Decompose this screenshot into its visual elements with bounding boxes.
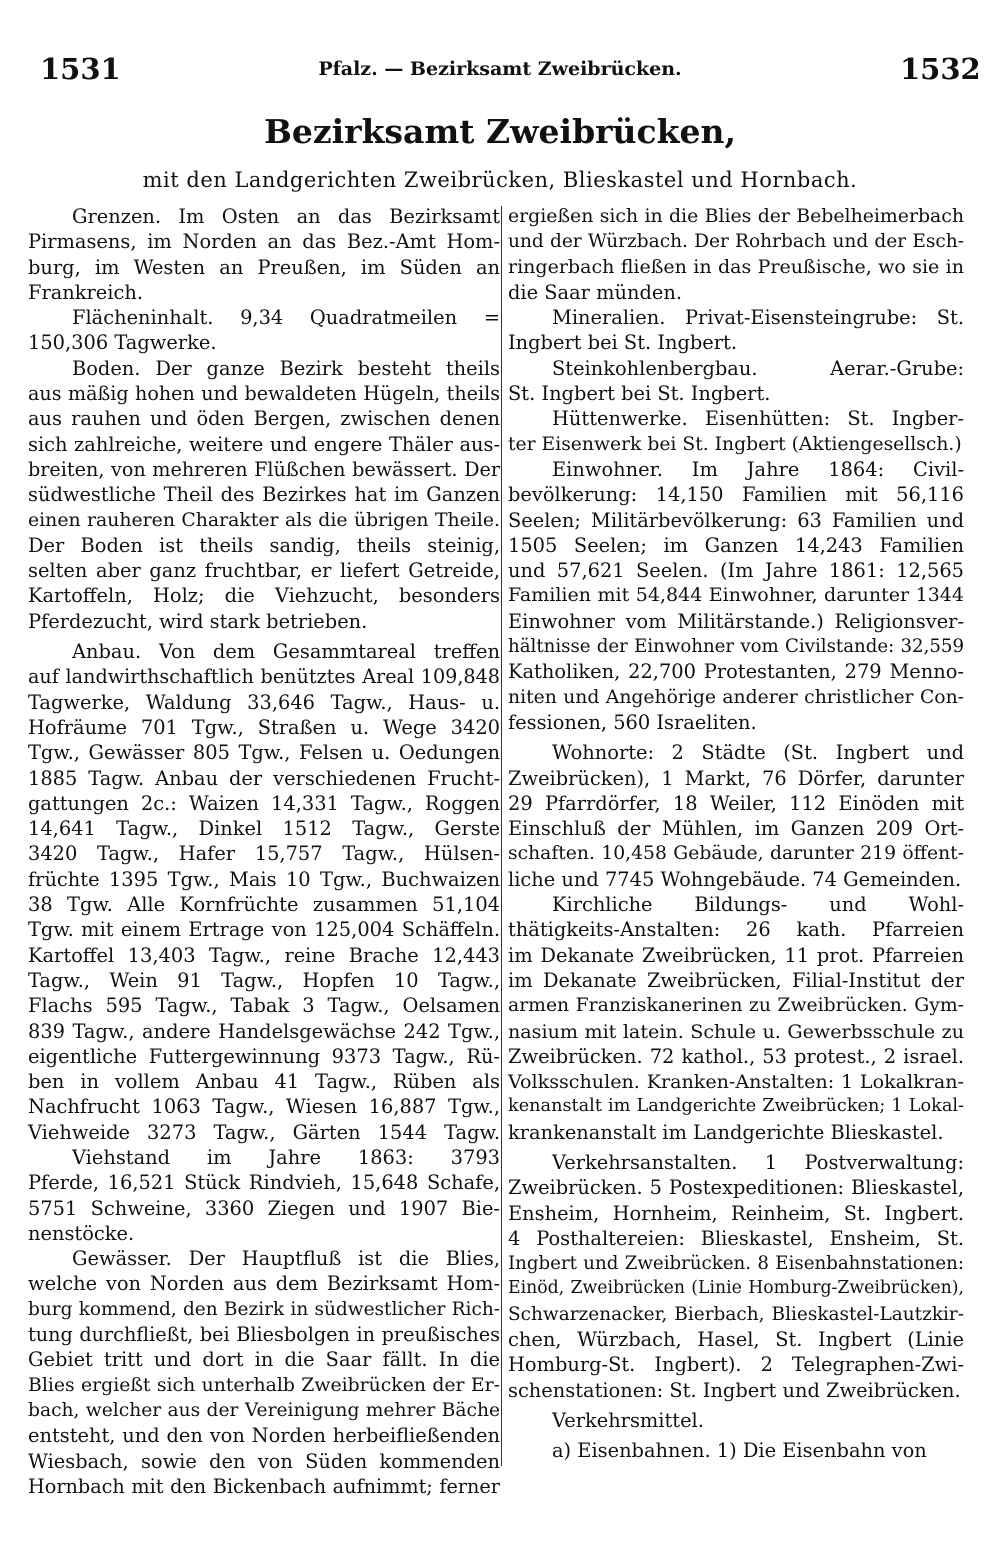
text-line: Kartoffel 13,403 Tagw., reine Brache 12,443	[28, 943, 500, 967]
text-line: entsteht, und den von Norden herbeifließenden	[28, 1424, 500, 1448]
text-line: Tgw. mit einem Ertrage von 125,004 Schäffeln.	[28, 918, 500, 942]
text-line: Anbau. Von dem Gesammtareal treffen	[72, 640, 500, 664]
text-line: Zweibrücken. 72 kathol., 53 protest., 2 israel.	[508, 1044, 964, 1068]
text-line: krankenanstalt im Landgerichte Blieskastel.	[508, 1120, 944, 1144]
text-line: ter Eisenwerk bei St. Ingbert (Aktiengesellsch.)	[508, 433, 962, 455]
text-line: eigentliche Futtergewinnung 9373 Tagw., Rü-	[28, 1044, 500, 1068]
page-number-right: 1532	[900, 52, 981, 86]
text-line: Einöd, Zweibrücken (Linie Homburg-Zweibrücken),	[508, 1278, 964, 1299]
text-line: tung durchfließt, bei Bliesbolgen in preußisches	[28, 1323, 500, 1347]
text-line: Hornbach mit den Bickenbach aufnimmt; ferner	[28, 1474, 500, 1498]
text-line: chen, Würzbach, Hasel, St. Ingbert (Linie	[508, 1328, 964, 1352]
section-subtitle: mit den Landgerichten Zweibrücken, Blieskastel und Hornbach.	[142, 168, 858, 192]
text-line: Viehstand im Jahre 1863: 3793	[72, 1145, 500, 1169]
text-line: 3420 Tagw., Hafer 15,757 Tagw., Hülsen-	[28, 842, 500, 866]
text-line: thätigkeits-Anstalten: 26 kath. Pfarreien	[508, 918, 964, 942]
text-line: im Dekanate Zweibrücken, 11 prot. Pfarreien	[508, 943, 964, 967]
page-number-left: 1531	[40, 52, 121, 86]
text-line: Einwohner vom Militärstande.) Religionsver-	[508, 609, 964, 633]
text-line: Schwarzenacker, Bierbach, Blieskastel-Lautzkir-	[508, 1303, 964, 1325]
text-line: Pferde, 16,521 Stück Rindvieh, 15,648 Schafe,	[28, 1171, 500, 1195]
text-line: und der Würzbach. Der Rohrbach und der Esch-	[508, 231, 964, 253]
running-head: Pfalz. — Bezirksamt Zweibrücken.	[318, 58, 682, 80]
text-line: sich zahlreiche, weitere und engere Thäler aus-	[28, 432, 500, 456]
text-line: Viehweide 3273 Tagw., Gärten 1544 Tagw.	[28, 1120, 500, 1144]
text-line: aus mäßig hohen und bewaldeten Hügeln, theils	[28, 382, 500, 406]
text-line: schenstationen: St. Ingbert und Zweibrücken.	[508, 1378, 961, 1402]
text-line: schaften. 10,458 Gebäude, darunter 219 öffent-	[508, 843, 964, 865]
text-line: südwestliche Theil des Bezirkes hat im Ganzen	[28, 483, 500, 507]
text-line: Tagwerke, Waldung 33,646 Tagw., Haus- u.	[28, 690, 500, 714]
text-line: liche und 7745 Wohngebäude. 74 Gemeinden.	[508, 867, 962, 891]
text-line: 839 Tagw., andere Handelsgewächse 242 Tgw.,	[28, 1019, 500, 1043]
text-line: Zweibrücken), 1 Markt, 76 Dörfer, darunter	[508, 766, 964, 790]
text-line: ringerbach fließen in das Preußische, wo sie in	[508, 255, 964, 278]
right-column	[508, 204, 964, 1464]
text-line: selten aber ganz fruchtbar, er liefert Getreide,	[28, 559, 500, 583]
text-line: Frankreich.	[28, 280, 143, 304]
text-line: 38 Tgw. Alle Kornfrüchte zusammen 51,104	[28, 893, 500, 917]
text-line: kenanstalt im Landgerichte Zweibrücken; 1 Lokal-	[508, 1096, 964, 1117]
text-line: ergießen sich in die Blies der Bebelheimerbach	[508, 205, 964, 227]
text-line: Homburg-St. Ingbert). 2 Telegraphen-Zwi-	[508, 1353, 964, 1377]
text-line: a) Eisenbahnen. 1) Die Eisenbahn von	[552, 1439, 927, 1463]
text-line: Ingbert und Zweibrücken. 8 Eisenbahnstationen:	[508, 1253, 964, 1275]
text-line: früchte 1395 Tgw., Mais 10 Tgw., Buchwaizen	[28, 867, 500, 891]
text-line: 4 Posthaltereien: Blieskastel, Ensheim, St.	[508, 1226, 964, 1250]
text-line: Kartoffeln, Holz; die Viehzucht, besonders	[28, 584, 500, 608]
text-line: Flachs 595 Tagw., Tabak 3 Tagw., Oelsamen	[28, 994, 500, 1018]
text-line: nasium mit latein. Schule u. Gewerbsschule zu	[508, 1019, 964, 1043]
text-line: Einwohner. Im Jahre 1864: Civil-	[552, 457, 964, 481]
text-line: armen Franziskanerinen zu Zweibrücken. Gym-	[508, 995, 964, 1017]
text-line: Pferdezucht, wird stark betrieben.	[28, 609, 368, 633]
text-line: Nachfrucht 1063 Tagw., Wiesen 16,887 Tgw.,	[28, 1095, 500, 1119]
text-line: niten und Angehörige anderer christlicher Con-	[508, 686, 964, 708]
text-line: Gewässer. Der Hauptfluß ist die Blies,	[72, 1247, 500, 1271]
text-line: 5751 Schweine, 3360 Ziegen und 1907 Bie-	[28, 1196, 500, 1220]
text-line: bach, welcher aus der Vereinigung mehrer Bäche	[28, 1399, 500, 1421]
text-line: Verkehrsanstalten. 1 Postverwaltung:	[552, 1150, 964, 1174]
text-line: auf landwirthschaftlich benütztes Areal 109,848	[28, 665, 500, 689]
text-line: Steinkohlenbergbau. Aerar.-Grube:	[552, 356, 964, 380]
text-line: Wohnorte: 2 Städte (St. Ingbert und	[552, 741, 964, 765]
text-line: Boden. Der ganze Bezirk besteht theils	[72, 356, 500, 380]
text-line: Zweibrücken. 5 Postexpeditionen: Blieskastel,	[508, 1176, 964, 1200]
text-line: Verkehrsmittel.	[552, 1408, 704, 1432]
text-line: breiten, von mehreren Flüßchen bewässert. Der	[28, 457, 500, 481]
section-title: Bezirksamt Zweibrücken,	[264, 112, 736, 151]
text-line: Einschluß der Mühlen, im Ganzen 209 Ort-	[508, 817, 964, 841]
text-line: 29 Pfarrdörfer, 18 Weiler, 112 Einöden mit	[508, 791, 964, 815]
text-line: gattungen 2c.: Waizen 14,331 Tagw., Roggen	[28, 791, 500, 815]
text-line: bevölkerung: 14,150 Familien mit 56,116	[508, 483, 964, 507]
text-line: Kirchliche Bildungs- und Wohl-	[552, 893, 964, 917]
text-line: Blies ergießt sich unterhalb Zweibrücken der Er-	[28, 1374, 500, 1396]
text-line: St. Ingbert bei St. Ingbert.	[508, 382, 771, 406]
text-line: Grenzen. Im Osten an das Bezirksamt	[72, 205, 500, 228]
text-line: burg kommend, den Bezirk in südwestlicher Rich-	[28, 1298, 500, 1320]
text-line: Hofräume 701 Tgw., Straßen u. Wege 3420	[28, 715, 500, 739]
text-line: 1885 Tagw. Anbau der verschiedenen Frucht-	[28, 766, 500, 790]
text-line: Ingbert bei St. Ingbert.	[508, 331, 738, 355]
text-line: welche von Norden aus dem Bezirksamt Hom-	[28, 1272, 500, 1296]
text-line: aus rauhen und öden Bergen, zwischen denen	[28, 407, 500, 431]
text-line: 14,641 Tagw., Dinkel 1512 Tagw., Gerste	[28, 817, 500, 841]
text-line: Der Boden ist theils sandig, theils steinig,	[28, 533, 500, 557]
text-line: Volksschulen. Kranken-Anstalten: 1 Lokalkran-	[508, 1070, 964, 1094]
text-line: ben in vollem Anbau 41 Tagw., Rüben als	[28, 1070, 500, 1094]
text-line: Wiesbach, sowie den von Süden kommenden	[28, 1449, 500, 1473]
text-line: und 57,621 Seelen. (Im Jahre 1861: 12,565	[508, 559, 964, 583]
left-column	[28, 204, 500, 1499]
text-line: fessionen, 560 Israeliten.	[508, 710, 757, 734]
text-line: nenstöcke.	[28, 1221, 135, 1245]
text-line: Seelen; Militärbevölkerung: 63 Familien und	[508, 508, 964, 532]
text-line: im Dekanate Zweibrücken, Filial-Institut der	[508, 968, 964, 992]
text-line: einen rauheren Charakter als die übrigen Theile.	[28, 509, 500, 531]
text-line: Tagw., Wein 91 Tagw., Hopfen 10 Tagw.,	[28, 968, 500, 992]
text-line: Hüttenwerke. Eisenhütten: St. Ingber-	[552, 407, 964, 431]
text-line: hältnisse der Einwohner vom Civilstande: 32,559	[508, 636, 964, 658]
text-line: burg, im Westen an Preußen, im Süden an	[28, 255, 500, 279]
text-line: 1505 Seelen; im Ganzen 14,243 Familien	[508, 533, 964, 557]
text-line: Mineralien. Privat-Eisensteingrube: St.	[552, 306, 964, 330]
column-divider	[501, 206, 502, 1466]
text-line: Familien mit 54,844 Einwohner, darunter 1344	[508, 584, 964, 607]
text-line: Ensheim, Hornheim, Reinheim, St. Ingbert.	[508, 1201, 964, 1225]
text-line: 150,306 Tagwerke.	[28, 331, 217, 355]
text-line: Katholiken, 22,700 Protestanten, 279 Menno-	[508, 660, 964, 684]
text-line: Flächeninhalt. 9,34 Quadratmeilen =	[72, 306, 500, 330]
text-line: Gebiet tritt und dort in die Saar fällt. In die	[28, 1348, 500, 1372]
text-line: Tgw., Gewässer 805 Tgw., Felsen u. Oedungen	[28, 741, 500, 765]
text-line: die Saar münden.	[508, 280, 682, 304]
text-line: Pirmasens, im Norden an das Bez.-Amt Hom-	[28, 230, 500, 254]
